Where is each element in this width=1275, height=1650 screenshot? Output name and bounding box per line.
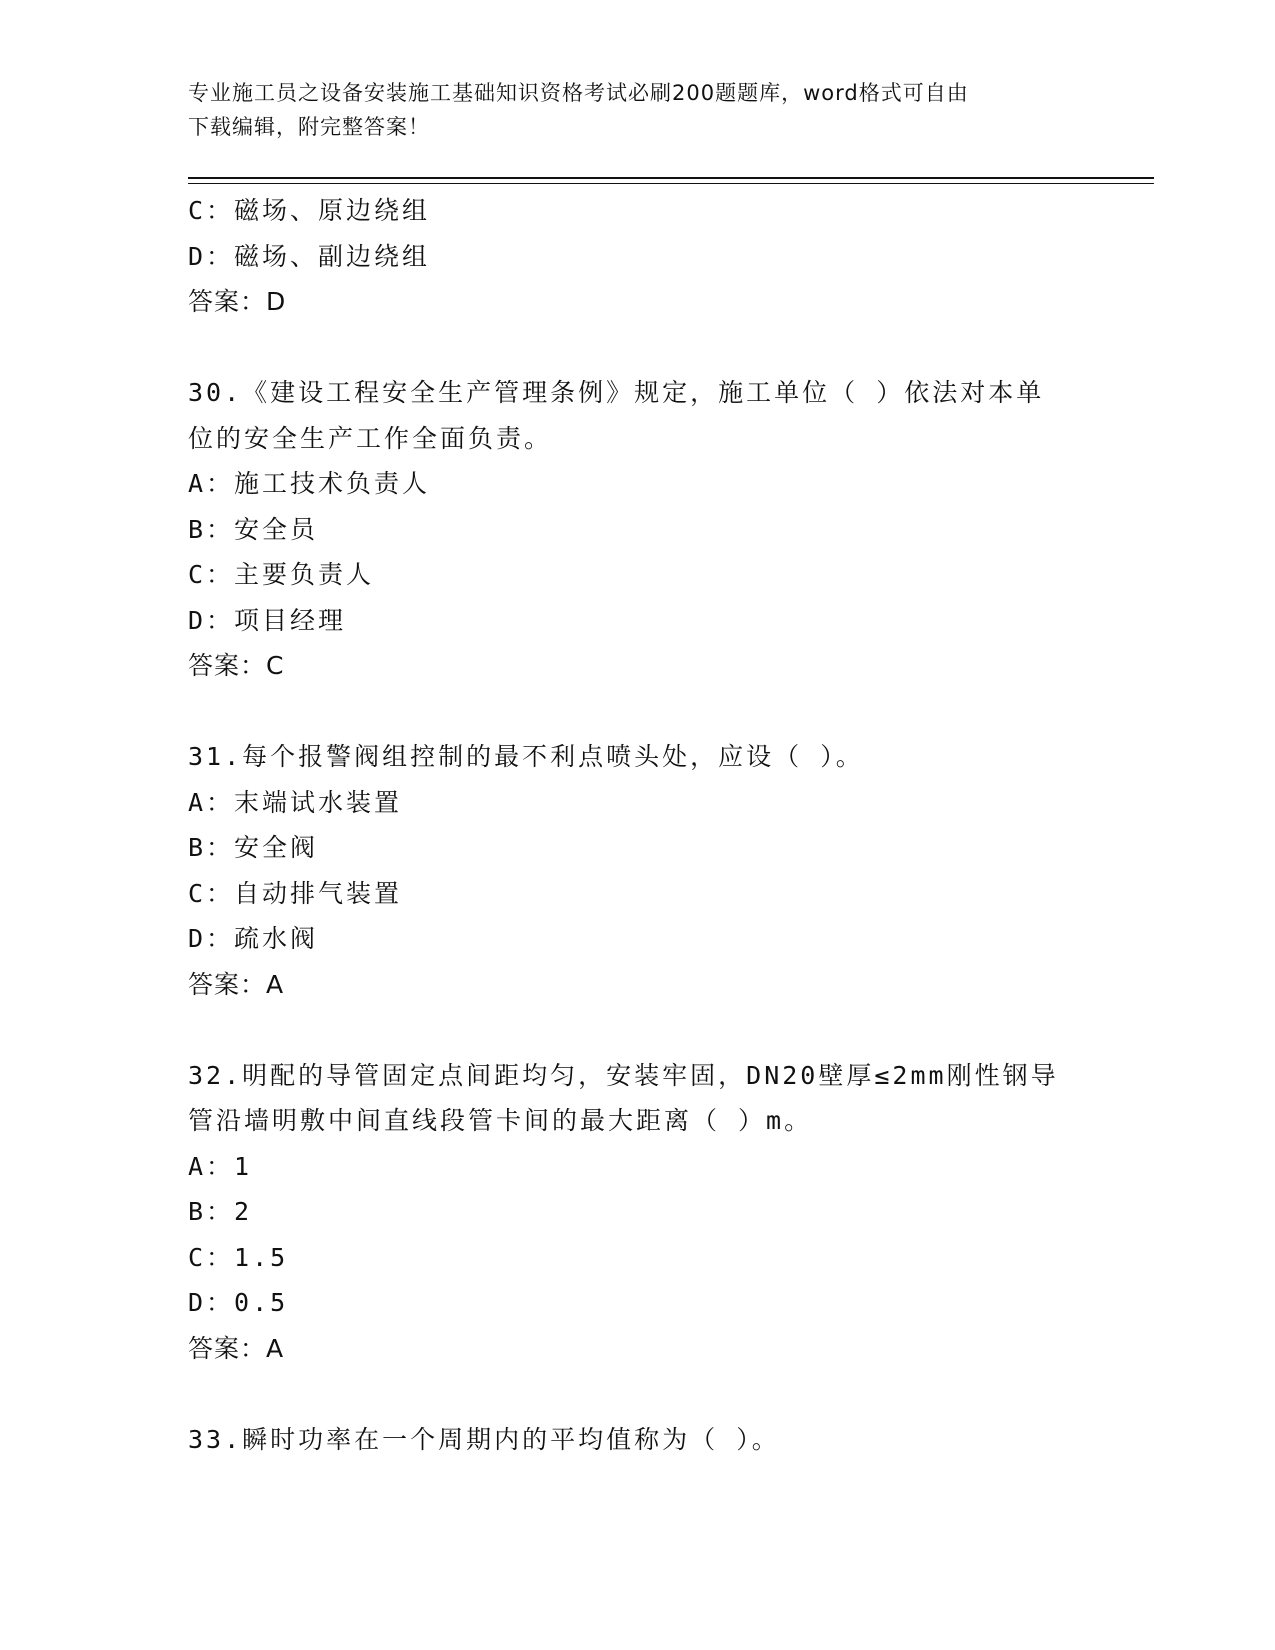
spacer <box>188 325 1088 371</box>
option-c: C：主要负责人 <box>188 560 375 589</box>
option-a: A：1 <box>188 1151 253 1181</box>
header-line-2: 下载编辑，附完整答案！ <box>188 115 430 139</box>
option-a: A：施工技术负责人 <box>188 469 431 498</box>
option-c: C：自动排气装置 <box>188 878 403 908</box>
option-d: D：项目经理 <box>188 605 347 635</box>
option-a: A：末端试水装置 <box>188 787 403 817</box>
option-d: D：0.5 <box>188 1288 289 1317</box>
question-33 <box>188 1417 1088 1463</box>
answer-line: 答案：C <box>188 651 285 680</box>
spacer <box>188 689 1088 735</box>
document-header <box>188 76 1078 144</box>
answer-line: 答案：D <box>188 287 287 316</box>
option-c: C：磁场、原边绕组 <box>188 196 431 225</box>
spacer <box>188 1371 1088 1417</box>
option-b: B：2 <box>188 1197 253 1226</box>
option-b: B：安全阀 <box>188 833 319 862</box>
option-c: C：1.5 <box>188 1242 289 1272</box>
answer-line: 答案：A <box>188 1333 285 1363</box>
question-stem-line-1: 30.《建设工程安全生产管理条例》规定，施工单位（ ）依法对本单 <box>188 378 1045 407</box>
question-stem-line-2: 管沿墙明敷中间直线段管卡间的最大距离（ ）m。 <box>188 1106 813 1135</box>
question-32 <box>188 1053 1088 1372</box>
answer-line: 答案：A <box>188 969 285 999</box>
option-d: D：磁场、副边绕组 <box>188 241 431 271</box>
question-31 <box>188 734 1088 1007</box>
header-line-1: 专业施工员之设备安装施工基础知识资格考试必刷200题题库，word格式可自由 <box>188 81 969 105</box>
spacer <box>188 1007 1088 1053</box>
question-30 <box>188 370 1088 689</box>
question-list <box>188 188 1088 1462</box>
question-stem-line-2: 位的安全生产工作全面负责。 <box>188 423 553 453</box>
option-d: D：疏水阀 <box>188 924 319 953</box>
question-stem-line-1: 33.瞬时功率在一个周期内的平均值称为（ ）。 <box>188 1424 780 1454</box>
question-stem-line-1: 31.每个报警阀组控制的最不利点喷头处，应设（ ）。 <box>188 742 864 771</box>
question-29-tail <box>188 188 1088 325</box>
header-divider-thick <box>188 177 1154 179</box>
option-b: B：安全员 <box>188 514 319 544</box>
header-divider-thin <box>188 183 1154 184</box>
question-stem-line-1: 32.明配的导管固定点间距均匀，安装牢固，DN20壁厚≤2mm刚性钢导 <box>188 1060 1059 1090</box>
